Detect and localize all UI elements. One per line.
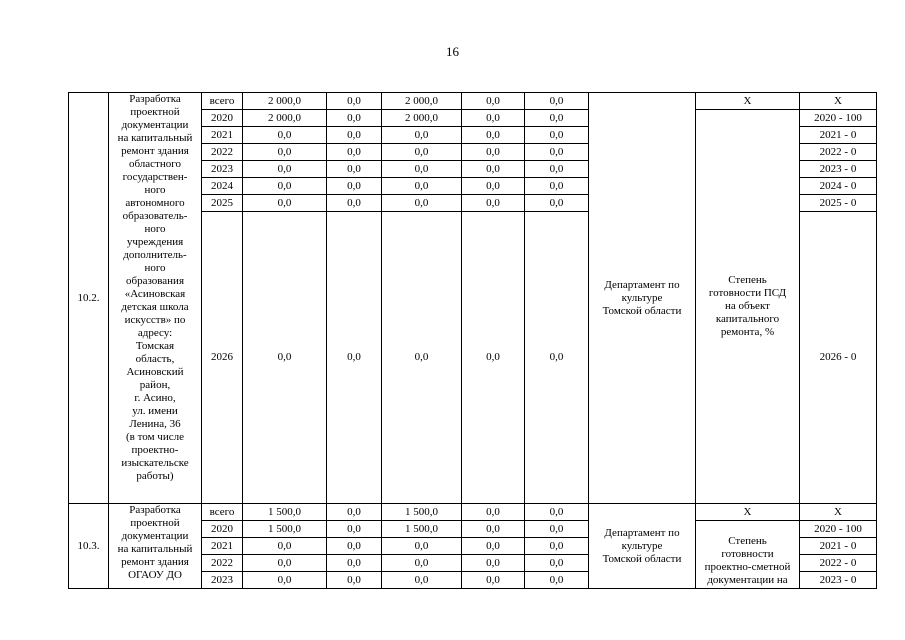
budget-cell: 2 000,0 [382,110,462,127]
budget-cell: 0,0 [327,178,382,195]
total-cell: 0,0 [243,538,327,555]
total-cell: 1 500,0 [243,504,327,521]
budget-cell: 0,0 [327,144,382,161]
budget-cell: 0,0 [327,93,382,110]
year-cell: 2023 [202,572,243,589]
budget-cell: 0,0 [327,195,382,212]
budget-cell: 0,0 [462,521,525,538]
year-cell: 2021 [202,127,243,144]
executor-cell: Департамент по культуре Томской области [589,504,696,589]
year-cell: 2024 [202,178,243,195]
indicator-header-cell: Х [696,93,800,110]
budget-cell: 0,0 [382,161,462,178]
total-cell: 1 500,0 [243,521,327,538]
budget-cell: 0,0 [462,538,525,555]
budget-cell: 0,0 [327,538,382,555]
budget-cell: 0,0 [462,161,525,178]
budget-cell: 0,0 [525,504,589,521]
budget-cell: 0,0 [462,212,525,504]
budget-cell: 1 500,0 [382,521,462,538]
budget-cell: 0,0 [525,572,589,589]
activity-name: Разработка проектной документации на капитальный ремонт здания областного государствен- ного автономного образователь- ного учреждения дополнитель- ного образования «Асиновская детская школа искусств» по адресу: Томская область, Асиновский район, г. Асино, ул. имени Ленина, 36 (в том числе проектно- изыскательске работы) [109,93,202,504]
budget-cell: 0,0 [462,144,525,161]
indicator-cell: Степень готовности проектно-сметной документации на [696,521,800,589]
indicator-header-cell: Х [696,504,800,521]
year-cell: 2020 [202,521,243,538]
budget-cell: 2 000,0 [382,93,462,110]
budget-cell: 0,0 [382,195,462,212]
target-cell: 2022 - 0 [800,144,877,161]
total-cell: 0,0 [243,144,327,161]
budget-cell: 0,0 [462,127,525,144]
budget-cell: 0,0 [462,504,525,521]
total-cell: 0,0 [243,127,327,144]
target-cell: Х [800,93,877,110]
target-cell: 2020 - 100 [800,110,877,127]
target-cell: 2020 - 100 [800,521,877,538]
executor-cell: Департамент по культуре Томской области [589,93,696,504]
budget-cell: 0,0 [525,127,589,144]
total-cell: 2 000,0 [243,110,327,127]
budget-cell: 0,0 [462,555,525,572]
budget-cell: 0,0 [327,555,382,572]
target-cell: 2024 - 0 [800,178,877,195]
target-cell: 2022 - 0 [800,555,877,572]
budget-cell: 0,0 [525,161,589,178]
target-cell: 2023 - 0 [800,572,877,589]
budget-cell: 0,0 [327,212,382,504]
table-body [69,93,877,589]
year-cell: 2026 [202,212,243,504]
budget-cell: 0,0 [382,127,462,144]
budget-cell: 0,0 [525,195,589,212]
target-cell: 2021 - 0 [800,538,877,555]
budget-cell: 0,0 [327,110,382,127]
activity-name: Разработка проектной документации на капитальный ремонт здания ОГАОУ ДО [109,504,202,589]
table-row [69,504,877,521]
target-cell: 2021 - 0 [800,127,877,144]
target-cell: Х [800,504,877,521]
target-cell: 2026 - 0 [800,212,877,504]
year-cell: 2022 [202,555,243,572]
table-row [69,93,877,110]
budget-cell: 0,0 [382,555,462,572]
budget-cell: 0,0 [462,195,525,212]
budget-cell: 0,0 [382,572,462,589]
budget-cell: 0,0 [525,555,589,572]
year-cell: 2025 [202,195,243,212]
total-cell: 0,0 [243,212,327,504]
budget-cell: 1 500,0 [382,504,462,521]
total-cell: 0,0 [243,178,327,195]
budget-cell: 0,0 [525,212,589,504]
budget-cell: 0,0 [525,538,589,555]
total-cell: 0,0 [243,161,327,178]
budget-cell: 0,0 [525,110,589,127]
total-cell: 2 000,0 [243,93,327,110]
budget-cell: 0,0 [382,538,462,555]
total-cell: 0,0 [243,195,327,212]
budget-cell: 0,0 [327,161,382,178]
indicator-cell: Степень готовности ПСД на объект капитального ремонта, % [696,110,800,504]
total-cell: 0,0 [243,572,327,589]
budget-cell: 0,0 [382,144,462,161]
year-cell: всего [202,93,243,110]
target-cell: 2023 - 0 [800,161,877,178]
page-number: 16 [446,44,459,59]
budget-cell: 0,0 [462,572,525,589]
budget-cell: 0,0 [462,178,525,195]
budget-cell: 0,0 [462,93,525,110]
budget-cell: 0,0 [327,127,382,144]
year-cell: 2022 [202,144,243,161]
budget-cell: 0,0 [327,572,382,589]
row-number: 10.3. [69,504,109,589]
year-cell: 2021 [202,538,243,555]
budget-cell: 0,0 [462,110,525,127]
budget-cell: 0,0 [525,93,589,110]
row-number: 10.2. [69,93,109,504]
target-cell: 2025 - 0 [800,195,877,212]
budget-cell: 0,0 [525,521,589,538]
budget-cell: 0,0 [382,178,462,195]
budget-cell: 0,0 [525,178,589,195]
budget-cell: 0,0 [327,521,382,538]
budget-cell: 0,0 [382,212,462,504]
year-cell: 2023 [202,161,243,178]
budget-table [68,92,877,589]
budget-cell: 0,0 [327,504,382,521]
budget-cell: 0,0 [525,144,589,161]
total-cell: 0,0 [243,555,327,572]
year-cell: всего [202,504,243,521]
year-cell: 2020 [202,110,243,127]
